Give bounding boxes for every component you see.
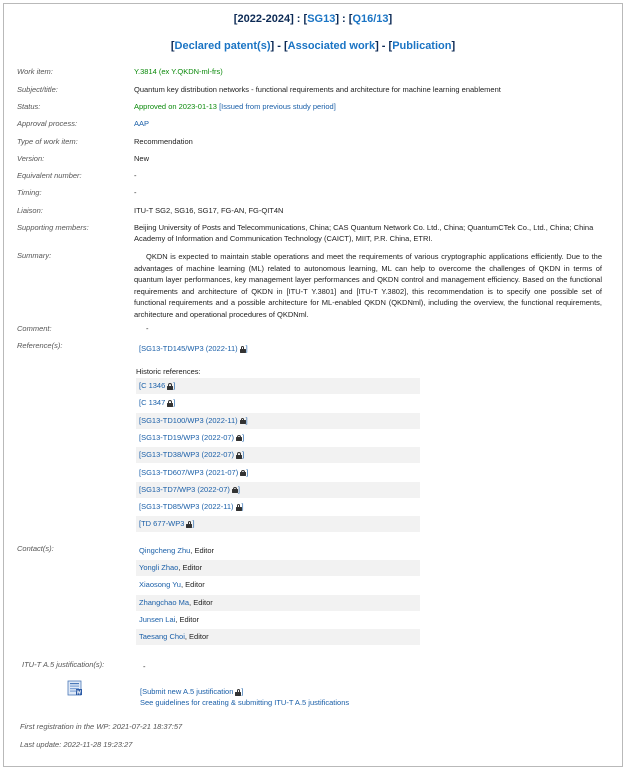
lock-icon	[186, 519, 195, 529]
bracket: [	[139, 519, 142, 529]
bracket: ]	[192, 519, 195, 529]
bracket: [	[139, 484, 142, 494]
related-links-header	[0, 40, 626, 52]
approval-label: Approval process:	[17, 119, 78, 128]
declared-patents-link[interactable]: Declared patent(s)	[174, 40, 271, 52]
version-label: Version:	[17, 154, 45, 163]
contact-row	[136, 543, 420, 559]
bracket: ]	[388, 13, 393, 25]
contact-role: , Editor	[178, 563, 203, 573]
subject-value: Quantum key distribution networks - functional requirements and architecture for machine learning enablement	[134, 85, 501, 94]
historic-reference-row[interactable]	[136, 430, 420, 446]
references-label: Reference(s):	[17, 341, 63, 350]
historic-reference-row[interactable]	[136, 395, 420, 411]
bracket: ]	[270, 40, 275, 52]
bracket: ]	[241, 502, 244, 512]
historic-reference-link[interactable]: C 1346	[141, 381, 166, 390]
summary-body: QKDN is expected to maintain stable operations and meet the requirements of various cryptographic applications efficiently. Due to the advantages of machine learning (ML) related to autonomous learning, ML can help to overcome the challenges of QKDN in terms of quantum layer performances, key management layer performances and QKDN control and management efficiency. Based on the functional requirements and architecture of QKDN in [ITU-T Y.3801] and [ITU-T Y.3802], this recommendation is to specify one possible set of functional requirements and a possible architecture for ML-enabled QKDN (QKDNml), including the overview, the functional requirements, architecture and operational procedures of QKDNml.	[134, 252, 602, 319]
bracket: ]	[246, 467, 249, 477]
historic-reference-link[interactable]: SG13-TD7/WP3 (2022-07)	[141, 484, 230, 494]
bracket: ]	[237, 484, 240, 494]
bracket: [	[283, 40, 288, 52]
contact-role: , Editor	[175, 614, 200, 624]
type-value: Recommendation	[134, 137, 193, 146]
contact-name-link[interactable]: Qingcheng Zhu	[139, 546, 191, 555]
bracket: [	[139, 381, 142, 390]
contact-role: , Editor	[180, 580, 205, 590]
historic-reference-link[interactable]: C 1347	[141, 398, 166, 408]
contact-row	[136, 560, 420, 576]
bracket: ]	[173, 398, 176, 408]
status-value	[134, 102, 336, 111]
lock-icon	[167, 381, 176, 390]
timing-value: -	[134, 188, 137, 197]
historic-reference-row[interactable]	[136, 516, 420, 532]
version-value: New	[134, 154, 150, 163]
historic-reference-link[interactable]: SG13-TD607/WP3 (2021-07)	[141, 467, 239, 477]
comment-value: -	[146, 324, 149, 333]
study-period-header	[0, 13, 626, 25]
work-item-value: Y.3814 (ex Y.QKDN-ml-frs)	[134, 67, 223, 76]
bracket: ]	[245, 415, 248, 425]
justification-guidelines-link[interactable]: See guidelines for creating & submitting ITU-T A.5 justifications	[140, 698, 350, 707]
lock-icon	[167, 398, 176, 408]
contact-name-link[interactable]: Taesang Choi	[139, 632, 185, 641]
historic-reference-row[interactable]	[136, 378, 420, 394]
question-link[interactable]: Q16/13	[352, 13, 389, 25]
justification-label: ITU-T A.5 justification(s):	[22, 660, 105, 669]
separator: ] : [	[335, 13, 353, 25]
bracket: [	[388, 40, 393, 52]
supporting-members-line2: Academy of Information and Communication Technology (CAICT), MIIT, P.R. China, ETRI.	[134, 234, 433, 243]
contact-name-link[interactable]: Junsen Lai	[139, 614, 176, 624]
contact-name-link[interactable]: Xiaosong Yu	[139, 580, 181, 590]
contact-role: , Editor	[184, 632, 209, 641]
bracket: [	[233, 13, 238, 25]
contact-row	[136, 629, 420, 645]
liaison-label: Liaison:	[17, 206, 43, 215]
status-approved: Approved on 2023-01-13	[134, 102, 217, 111]
associated-work-link[interactable]: Associated work	[287, 40, 376, 52]
bracket: [	[139, 415, 142, 425]
supporting-members-line1: Beijing University of Posts and Telecommunications, China; CAS Quantum Network Co. Ltd., China; QuantumCTek Co., Ltd., China; China	[134, 223, 594, 232]
lock-icon	[240, 467, 249, 477]
submit-justification-link[interactable]: [Submit new A.5 justification	[140, 687, 234, 696]
historic-reference-link[interactable]: TD 677-WP3	[141, 519, 185, 529]
publication-link[interactable]: Publication	[392, 40, 452, 52]
historic-reference-row[interactable]	[136, 499, 420, 515]
historic-reference-row[interactable]	[136, 413, 420, 429]
summary-text	[134, 251, 602, 321]
bracket: [	[139, 467, 142, 477]
liaison-value: ITU-T SG2, SG16, SG17, FG-AN, FG-QIT4N	[134, 206, 284, 215]
separator: -	[274, 40, 284, 52]
contact-row	[136, 595, 420, 611]
justification-value: -	[143, 662, 146, 671]
bracket: [	[139, 398, 142, 408]
historic-reference-row[interactable]	[136, 447, 420, 463]
historic-reference-link[interactable]: SG13-TD38/WP3 (2022-07)	[141, 450, 235, 460]
bracket: ]	[242, 432, 245, 442]
study-period: 2022-2024	[237, 13, 291, 25]
status-label: Status:	[17, 102, 41, 111]
comment-label: Comment:	[17, 324, 52, 333]
contact-role: , Editor	[189, 597, 213, 607]
lock-icon	[240, 415, 248, 425]
contact-name-link[interactable]: Zhangchao Ma	[139, 597, 190, 607]
contact-role: , Editor	[190, 546, 215, 555]
historic-reference-link[interactable]: SG13-TD100/WP3 (2022-11)	[141, 415, 238, 425]
contact-row	[136, 577, 420, 593]
type-label: Type of work item:	[17, 137, 78, 146]
equivalent-value: -	[134, 171, 137, 180]
lock-icon	[232, 484, 240, 494]
separator: -	[378, 40, 389, 52]
subject-label: Subject/title:	[17, 85, 58, 94]
last-update: Last update: 2022-11-28 19:23:27	[20, 740, 133, 749]
submit-justification-row[interactable]	[140, 687, 243, 696]
issued-previous-period-link[interactable]: [Issued from previous study period]	[219, 102, 336, 111]
lock-icon	[236, 450, 245, 460]
supporting-members-label: Supporting members:	[17, 223, 89, 232]
historic-reference-row[interactable]	[136, 482, 420, 498]
bracket: [	[139, 502, 142, 512]
bracket: ]	[242, 450, 245, 460]
bracket: [	[170, 40, 175, 52]
equivalent-label: Equivalent number:	[17, 171, 82, 180]
summary-label: Summary:	[17, 251, 52, 260]
separator: ] : [	[290, 13, 308, 25]
historic-reference-row[interactable]	[136, 465, 420, 481]
lock-icon	[236, 504, 242, 510]
contact-row	[136, 612, 420, 628]
approval-process-link[interactable]: AAP	[134, 119, 150, 128]
timing-label: Timing:	[17, 188, 42, 197]
bracket: ]	[451, 40, 456, 52]
lock-icon	[240, 346, 246, 352]
historic-references-label: Historic references:	[136, 367, 201, 376]
first-registration: First registration in the WP: 2021-07-21 18:37:57	[20, 722, 183, 731]
word-document-icon[interactable]	[67, 680, 83, 696]
bracket: [	[139, 450, 142, 460]
lock-icon	[235, 687, 244, 696]
bracket: ]	[173, 381, 176, 390]
study-group-link[interactable]: SG13	[307, 13, 336, 25]
contacts-label: Contact(s):	[17, 544, 54, 553]
lock-icon	[236, 432, 245, 442]
reference-row[interactable]: [SG13-TD145/WP3 (2022-11) ]	[139, 344, 248, 353]
work-item-label: Work item:	[17, 67, 53, 76]
bracket: [	[139, 432, 142, 442]
historic-reference-link[interactable]: SG13-TD85/WP3 (2022-11)	[141, 502, 234, 512]
bracket: ]	[375, 40, 379, 52]
bracket: ]	[241, 687, 244, 696]
contact-name-link[interactable]: Yongli Zhao	[139, 563, 179, 573]
historic-reference-link[interactable]: SG13-TD19/WP3 (2022-07)	[141, 432, 235, 442]
reference-link[interactable]: SG13-TD145/WP3 (2022-11)	[141, 344, 238, 353]
